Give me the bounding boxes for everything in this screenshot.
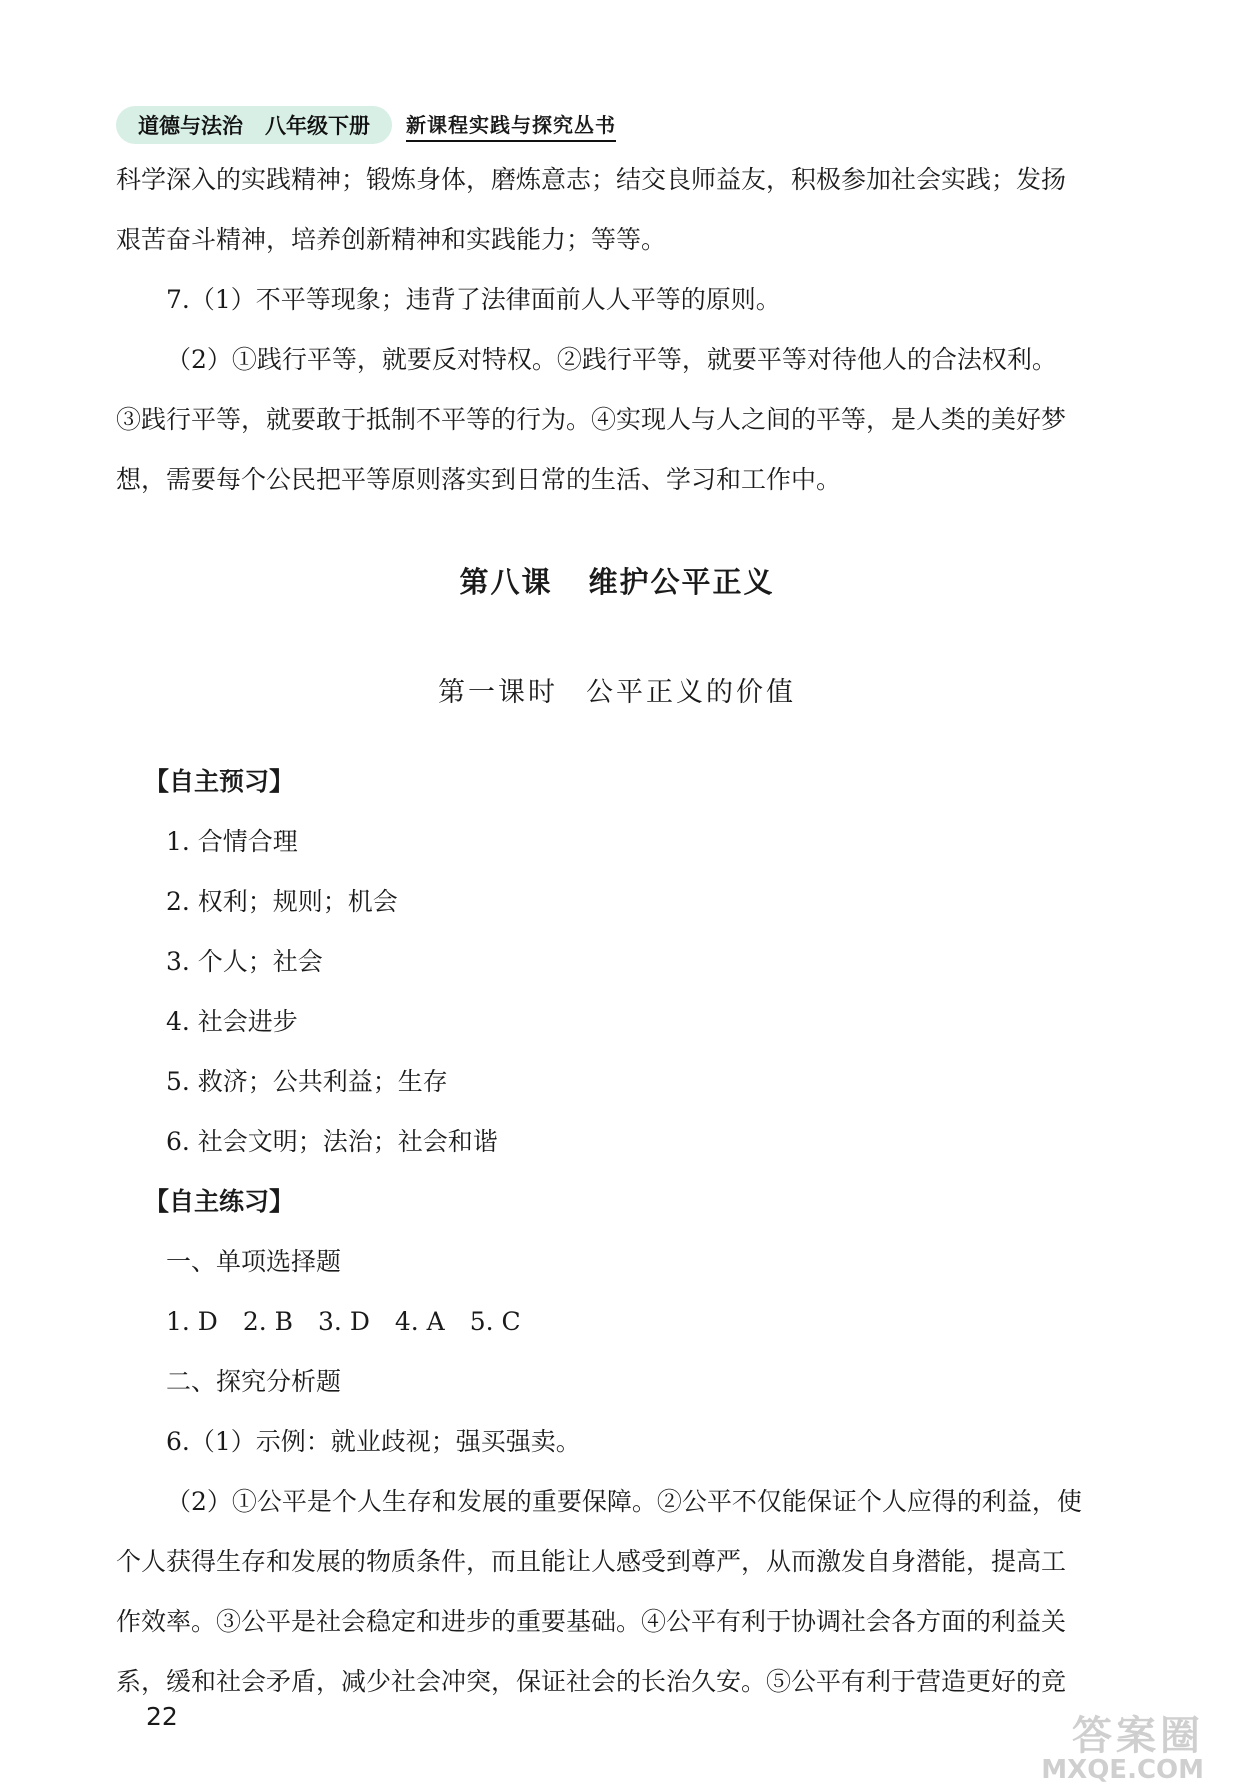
subject-label: 道德与法治	[138, 114, 243, 138]
preview-item: 6. 社会文明；法治；社会和谐	[166, 1127, 498, 1156]
grade-label: 八年级下册	[265, 114, 370, 138]
answer-line: 6.（1）示例：就业歧视；强买强卖。	[166, 1427, 581, 1456]
section-title: 一、单项选择题	[166, 1247, 342, 1276]
section-title: 二、探究分析题	[166, 1367, 342, 1396]
lesson-number: 第八课	[459, 565, 553, 599]
watermark-bottom: MXQE.COM	[1041, 1755, 1204, 1785]
continued-answers	[116, 150, 1146, 510]
text-line: 7.（1）不平等现象；违背了法律面前人人平等的原则。	[166, 285, 781, 314]
answer-line: （2）①公平是个人生存和发展的重要保障。②公平不仅能保证个人应得的利益，使	[166, 1487, 1082, 1516]
choice-answers: 1. D 2. B 3. D 4. A 5. C	[166, 1307, 521, 1336]
preview-item: 3. 个人；社会	[166, 947, 323, 976]
lesson-title	[0, 560, 1234, 601]
running-header	[116, 105, 616, 145]
answer-line: 个人获得生存和发展的物质条件，而且能让人感受到尊严，从而激发自身潜能，提高工	[116, 1547, 1067, 1576]
preview-heading: 【自主预习】	[144, 767, 295, 796]
period-name: 公平正义的价值	[586, 677, 796, 708]
practice-heading: 【自主练习】	[144, 1187, 295, 1216]
text-line: 想，需要每个公民把平等原则落实到日常的生活、学习和工作中。	[116, 465, 842, 494]
watermark-top: 答案圈	[1072, 1713, 1204, 1759]
period-number: 第一课时	[438, 677, 558, 708]
page-number: 22	[146, 1702, 178, 1731]
text-line: （2）①践行平等，就要反对特权。②践行平等，就要平等对待他人的合法权利。	[166, 345, 1057, 374]
answer-line: 系，缓和社会矛盾，减少社会冲突，保证社会的长治久安。⑤公平有利于营造更好的竞	[116, 1667, 1067, 1696]
preview-section	[116, 752, 1146, 1712]
preview-item: 2. 权利；规则；机会	[166, 887, 398, 916]
text-line: ③践行平等，就要敢于抵制不平等的行为。④实现人与人之间的平等，是人类的美好梦	[116, 405, 1067, 434]
watermark-logo	[1004, 1704, 1204, 1784]
preview-item: 1. 合情合理	[166, 827, 298, 856]
preview-item: 4. 社会进步	[166, 1007, 298, 1036]
lesson-name: 维护公平正义	[588, 565, 775, 599]
answer-line: 作效率。③公平是社会稳定和进步的重要基础。④公平有利于协调社会各方面的利益关	[116, 1607, 1067, 1636]
subject-badge	[116, 106, 392, 144]
text-line: 艰苦奋斗精神，培养创新精神和实践能力；等等。	[116, 225, 667, 254]
period-title	[0, 670, 1234, 709]
series-label: 新课程实践与探究丛书	[406, 109, 616, 142]
preview-item: 5. 救济；公共利益；生存	[166, 1067, 448, 1096]
text-line: 科学深入的实践精神；锻炼身体，磨炼意志；结交良师益友，积极参加社会实践；发扬	[116, 165, 1067, 194]
